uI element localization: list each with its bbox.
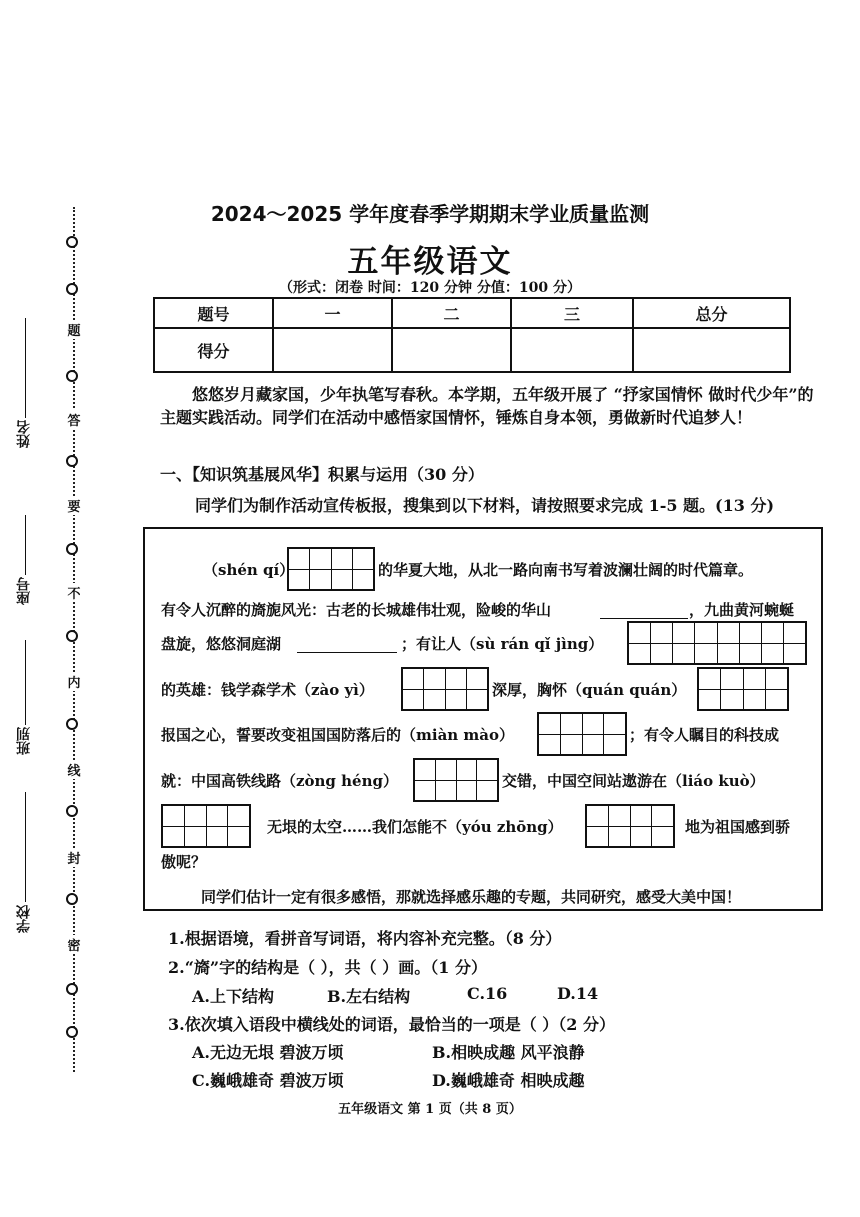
binding-circle [66, 1026, 78, 1038]
class-label: 班别 [16, 727, 32, 755]
binding-char: 内 [64, 672, 84, 691]
q2-option-b[interactable]: B.左右结构 [327, 987, 411, 1006]
seat-underline [25, 515, 26, 575]
exam-title: 2024～2025 学年度春季学期期末学业质量监测 [210, 202, 650, 226]
q2-option-c[interactable]: C.16 [467, 984, 508, 1003]
q2-option-d[interactable]: D.14 [557, 984, 599, 1003]
intro-paragraph: 悠悠岁月藏家国，少年执笔写春秋。本学期，五年级开展了 “抒家国情怀 做时代少年”的主题实践活动。同学们在活动中感悟家国情怀，锤炼自身本领，勇做新时代追梦人！ [160, 385, 814, 427]
passage-text: 地为祖国感到骄 [685, 818, 791, 836]
q3-option-a[interactable]: A.无边无垠 碧波万顷 [192, 1043, 344, 1062]
score-header-cell: 三 [511, 298, 633, 328]
passage-text: 就：中国高铁线路（zòng héng） [161, 772, 398, 790]
name-label: 姓名 [16, 420, 32, 448]
score-table [153, 297, 791, 373]
q3-option-d[interactable]: D.巍峨雄奇 相映成趣 [432, 1071, 585, 1090]
question-3: 3.依次填入语段中横线处的词语，最恰当的一项是（ ）（2 分） [168, 1015, 615, 1034]
passage-text: 的英雄：钱学森学术（zào yì） [161, 681, 374, 699]
q2-option-a[interactable]: A.上下结构 [192, 987, 274, 1006]
binding-char: 答 [64, 410, 84, 429]
score-header-cell: 二 [392, 298, 511, 328]
score-header-cell: 题号 [154, 298, 273, 328]
section-one-title: 一、【知识筑基展风华】积累与运用（30 分） [160, 465, 484, 484]
binding-circle [66, 805, 78, 817]
binding-char: 密 [64, 935, 84, 954]
passage-text: 深厚，胸怀（quán quán） [492, 681, 687, 699]
passage-text: 的华夏大地，从北一路向南书写着波澜壮阔的时代篇章。 [378, 561, 754, 579]
binding-char: 线 [64, 760, 84, 779]
passage-text: 无垠的太空……我们怎能不（yóu zhōng） [267, 818, 563, 836]
passage-text: 有令人沉醉的旖旎风光：古老的长城雄伟壮观，险峻的华山 [161, 601, 552, 619]
passage-text: ；有令人瞩目的科技成 [629, 726, 780, 744]
passage-text: （shén qí） [203, 561, 295, 579]
question-2: 2.“旖”字的结构是（ ），共（ ）画。（1 分） [168, 958, 487, 977]
pinyin-answer-grid[interactable] [401, 667, 489, 711]
score-row-label: 得分 [154, 328, 273, 372]
fill-blank-2[interactable] [297, 651, 397, 653]
subject-title: 五年级语文 [347, 244, 513, 280]
score-cell[interactable] [392, 328, 511, 372]
binding-circle [66, 983, 78, 995]
binding-circle [66, 370, 78, 382]
binding-char: 不 [64, 583, 84, 602]
binding-char: 封 [64, 848, 84, 867]
school-label: 学校 [16, 905, 32, 933]
passage-text: 同学们估计一定有很多感悟，那就选择感乐趣的专题，共同研究，感受大美中国！ [201, 888, 742, 906]
score-cell[interactable] [511, 328, 633, 372]
passage-text: 盘旋，悠悠洞庭湖 [161, 635, 282, 653]
fill-blank-1[interactable] [600, 617, 688, 619]
binding-char: 要 [64, 496, 84, 515]
page-footer: 五年级语文 第 1 页（共 8 页） [338, 1102, 522, 1117]
pinyin-answer-grid[interactable] [697, 667, 789, 711]
exam-info: （形式：闭卷 时间：120 分钟 分值：100 分） [279, 280, 581, 296]
pinyin-answer-grid[interactable] [537, 712, 627, 756]
pinyin-answer-grid[interactable] [627, 621, 807, 665]
binding-circle [66, 630, 78, 642]
question-1: 1.根据语境，看拼音写词语，将内容补充完整。（8 分） [168, 929, 562, 948]
passage-text: ，九曲黄河蜿蜒 [689, 601, 795, 619]
score-header-cell: 一 [273, 298, 392, 328]
seat-label: 座号 [16, 577, 32, 605]
q3-option-b[interactable]: B.相映成趣 风平浪静 [432, 1043, 585, 1062]
binding-circle [66, 893, 78, 905]
pinyin-answer-grid[interactable] [287, 547, 375, 591]
q3-option-c[interactable]: C.巍峨雄奇 碧波万顷 [192, 1071, 344, 1090]
score-cell[interactable] [273, 328, 392, 372]
section-one-task: 同学们为制作活动宣传板报，搜集到以下材料，请按照要求完成 1-5 题。(13 分) [195, 496, 775, 515]
score-cell[interactable] [633, 328, 790, 372]
passage-text: 报国之心，誓要改变祖国国防落后的（miàn mào） [161, 726, 515, 744]
passage-box [143, 527, 823, 911]
pinyin-answer-grid[interactable] [585, 804, 675, 848]
name-underline [25, 318, 26, 418]
pinyin-answer-grid[interactable] [161, 804, 251, 848]
passage-text: 傲呢？ [161, 853, 207, 871]
class-underline [25, 640, 26, 725]
score-header-cell: 总分 [633, 298, 790, 328]
passage-text: 交错，中国空间站遨游在（liáo kuò） [502, 772, 765, 790]
binding-circle [66, 455, 78, 467]
binding-char: 题 [64, 320, 84, 339]
pinyin-answer-grid[interactable] [413, 758, 499, 802]
binding-circle [66, 718, 78, 730]
school-underline [25, 792, 26, 902]
binding-circle [66, 543, 78, 555]
passage-text: ；有让人（sù rán qǐ jìng） [401, 635, 604, 653]
